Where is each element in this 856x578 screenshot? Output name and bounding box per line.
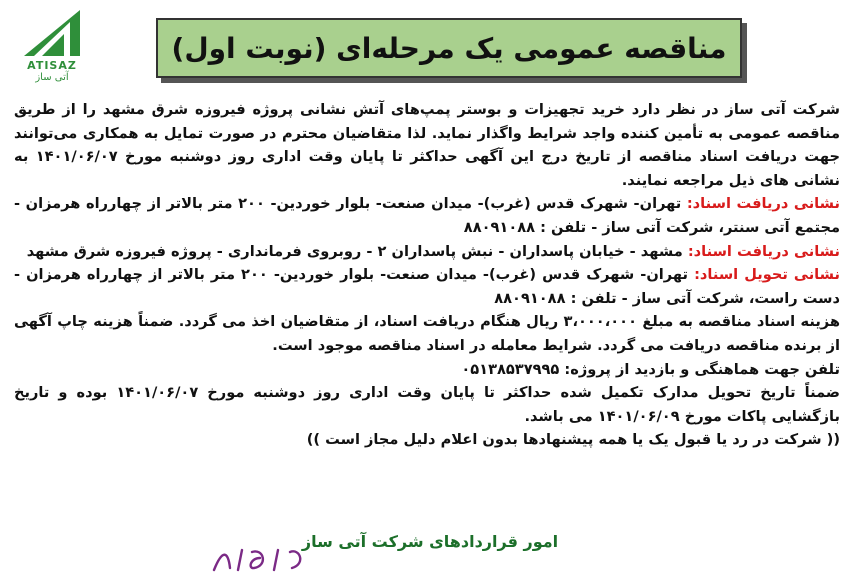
address-line: [14, 192, 840, 239]
address-text: تهران- شهرک قدس (غرب)- میدان صنعت- بلوار خوردین- ۲۰۰ متر بالاتر از چهارراه هرمزان - دست راست، شرکت آتی ساز - تلفن : ۸۸۰۹۱۰۸۸: [14, 266, 840, 307]
company-logo: [6, 6, 98, 88]
footer-signature: امور قراردادهای شرکت آتی ساز: [301, 532, 559, 551]
handwritten-note: [208, 544, 312, 574]
notice-title: مناقصه عمومی یک مرحله‌ای (نوبت اول): [171, 31, 727, 65]
intro-paragraph: شرکت آتی ساز در نظر دارد خرید تجهیزات و بوستر پمپ‌های آتش نشانی پروژه فیروزه شرق مشهد را از طریق مناقصه عمومی به تأمین کننده واجد شرایط واگذار نماید. لذا متقاضیان محترم در صورت تمایل به همکاری می‌توانند جهت دریافت اسناد مناقصه از تاریخ درج این آگهی حداکثر تا پایان وقت اداری روز دوشنبه مورخ ۱۴۰۱/۰۶/۰۷ به نشانی های ذیل مراجعه نمایند.: [14, 101, 840, 189]
disclaimer-line: (( شرکت در رد یا قبول یک یا همه پیشنهادها بدون اعلام دلیل مجاز است )): [306, 431, 840, 449]
handwriting-icon: [208, 544, 312, 574]
address-label: نشانی تحویل اسناد:: [694, 266, 840, 284]
cost-paragraph: هزینه اسناد مناقصه به مبلغ ۳،۰۰۰،۰۰۰ ریال هنگام دریافت اسناد، از متقاضیان اخذ می گردد. ضمناً هزینه چاپ آگهی از برنده مناقصه دریافت می گردد. شرایط معامله در اسناد مناقصه موجود است.: [14, 313, 840, 354]
phone-line: تلفن جهت هماهنگی و بازدید از پروژه: ۰۵۱۳۸۵۳۷۹۹۵: [461, 360, 840, 378]
logo-name-fa: آتی ساز: [35, 72, 69, 83]
notice-body: [14, 98, 840, 452]
address-text: تهران- شهرک قدس (غرب)- میدان صنعت- بلوار خوردین- ۲۰۰ متر بالاتر از چهارراه هرمزان - مجتمع آتی سنتر، شرکت آتی ساز - تلفن : ۸۸۰۹۱۰۸۸: [14, 195, 840, 236]
title-banner: [156, 18, 742, 78]
address-line: [14, 240, 840, 264]
logo-mark-icon: [20, 6, 84, 60]
address-label: نشانی دریافت اسناد:: [686, 195, 840, 213]
logo-name-en: ATISAZ: [27, 59, 77, 72]
deadline-paragraph: ضمناً تاریخ تحویل مدارک تکمیل شده حداکثر تا پایان وقت اداری روز دوشنبه مورخ ۱۴۰۱/۰۶/۰۷ بوده و تاریخ بازگشایی پاکات مورخ ۱۴۰۱/۰۶/۰۹ می باشد.: [14, 384, 840, 425]
address-line: [14, 263, 840, 310]
address-label: نشانی دریافت اسناد:: [687, 242, 840, 260]
address-text: مشهد - خیابان پاسداران - نبش پاسداران ۲ - روبروی فرمانداری - پروژه فیروزه شرق مشهد: [26, 242, 688, 260]
